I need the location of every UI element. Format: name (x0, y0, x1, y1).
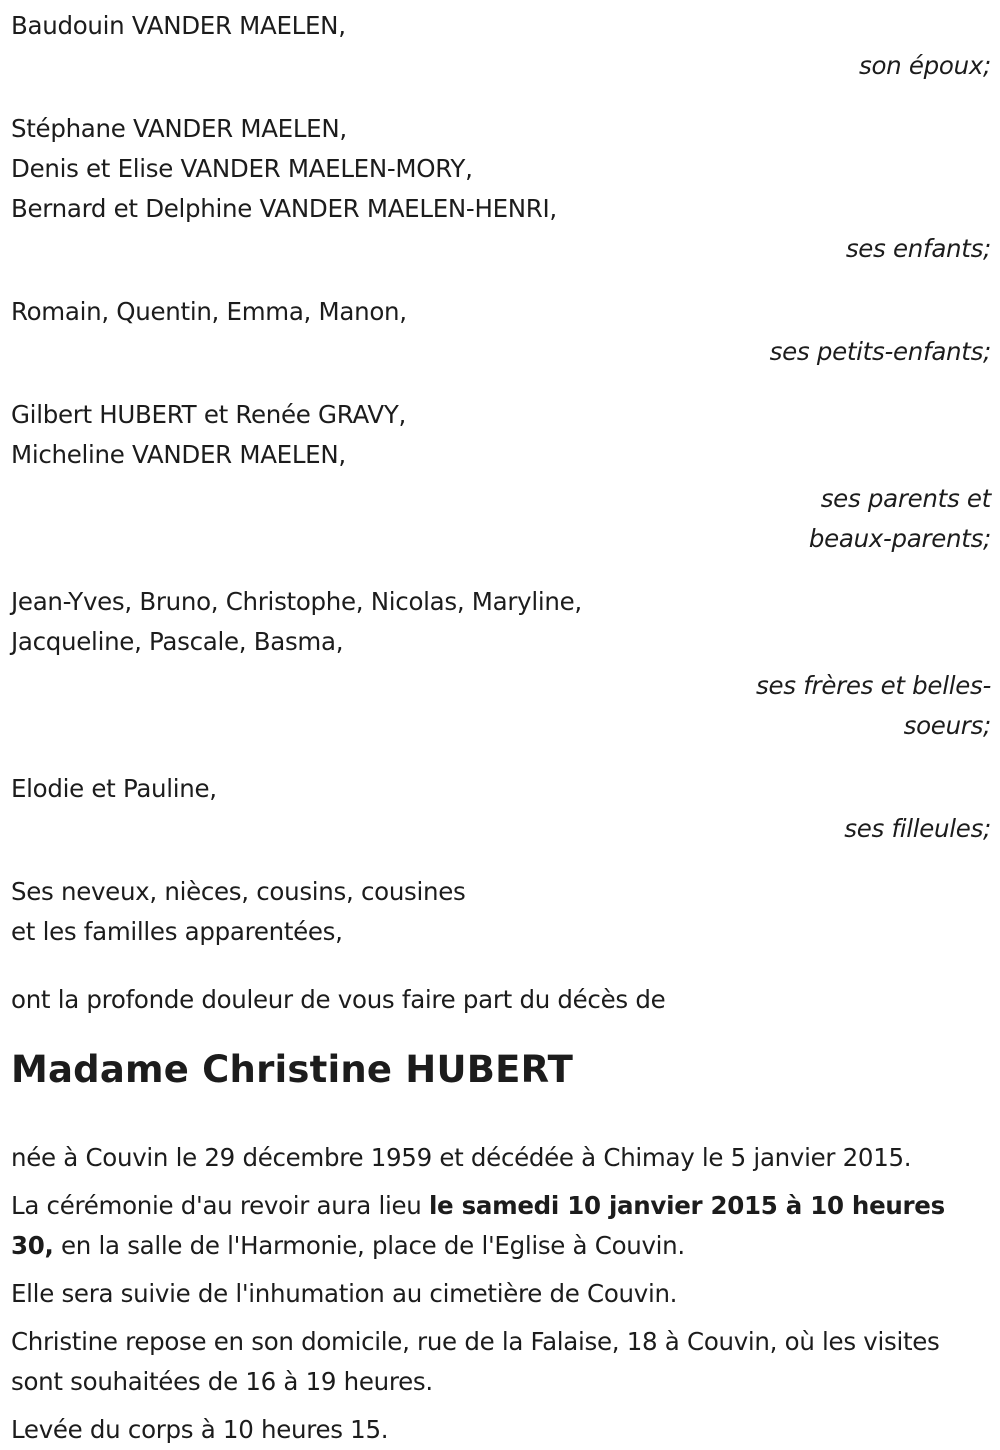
ceremony-date-time: le samedi 10 janvier 2015 à 10 heures 30, (11, 1191, 945, 1260)
family-name-line: Denis et Elise VANDER MAELEN-MORY, (11, 154, 473, 183)
notice-details (11, 1138, 991, 1450)
family-name-line: Bernard et Delphine VANDER MAELEN-HENRI, (11, 194, 557, 223)
ceremony-prefix: La cérémonie d'au revoir aura lieu (11, 1191, 429, 1220)
family-name-line: Jean-Yves, Bruno, Christophe, Nicolas, Maryline, (11, 587, 582, 616)
family-name-line: Baudouin VANDER MAELEN, (11, 11, 346, 40)
family-group-children (11, 109, 991, 269)
family-role: soeurs; (903, 711, 991, 740)
levee-info: Levée du corps à 10 heures 15. (11, 1415, 389, 1444)
family-name-line: Jacqueline, Pascale, Basma, (11, 627, 344, 656)
burial-info: Elle sera suivie de l'inhumation au cimetière de Couvin. (11, 1279, 678, 1308)
family-group-relatives (11, 872, 991, 952)
family-name-line: Micheline VANDER MAELEN, (11, 440, 346, 469)
birth-death-info: née à Couvin le 29 décembre 1959 et décédée à Chimay le 5 janvier 2015. (11, 1143, 912, 1172)
family-name-line: Stéphane VANDER MAELEN, (11, 114, 347, 143)
family-role: ses petits-enfants; (769, 337, 991, 366)
family-role: beaux-parents; (808, 524, 991, 553)
family-name-line: Ses neveux, nièces, cousins, cousines (11, 877, 466, 906)
family-group-spouse (11, 6, 991, 86)
ceremony-location: en la salle de l'Harmonie, place de l'Eglise à Couvin. (53, 1231, 685, 1260)
family-group-grandchildren (11, 292, 991, 372)
announcement-intro: ont la profonde douleur de vous faire part du décès de (11, 985, 666, 1014)
visits-info: Christine repose en son domicile, rue de la Falaise, 18 à Couvin, où les visites sont souhaitées de 16 à 19 heures. (11, 1327, 940, 1396)
family-name-line: Romain, Quentin, Emma, Manon, (11, 297, 407, 326)
ceremony-info (11, 1186, 991, 1266)
family-name-line: Gilbert HUBERT et Renée GRAVY, (11, 400, 406, 429)
family-name-line: et les familles apparentées, (11, 917, 343, 946)
family-role: ses enfants; (845, 234, 991, 263)
family-group-parents (11, 395, 991, 559)
family-name-line: Elodie et Pauline, (11, 774, 217, 803)
family-role: ses filleules; (844, 814, 991, 843)
death-notice (11, 6, 991, 1450)
family-group-goddaughters (11, 769, 991, 849)
deceased-name: Madame Christine HUBERT (11, 1048, 574, 1091)
family-role: ses parents et (820, 484, 991, 513)
family-role: son époux; (859, 51, 991, 80)
family-group-siblings (11, 582, 991, 746)
family-role: ses frères et belles- (756, 671, 991, 700)
